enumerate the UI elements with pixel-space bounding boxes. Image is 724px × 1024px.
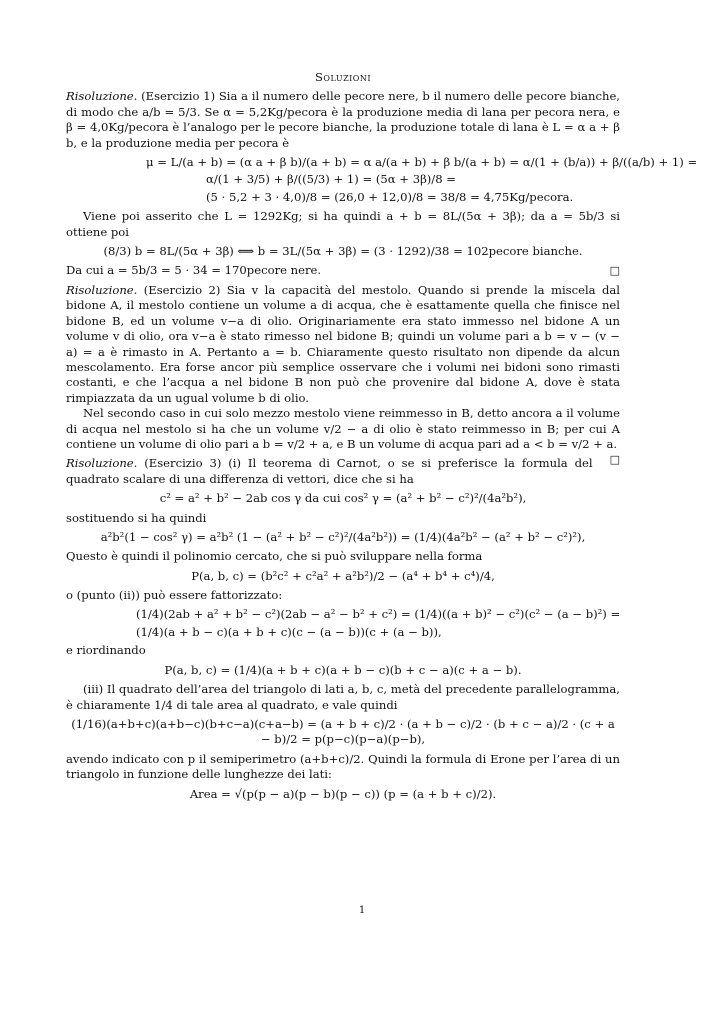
ex3-eq6: P(a, b, c) = (1/4)(a + b + c)(a + b − c)(b + c − a)(c + a − b). (164, 662, 522, 677)
ex3-eq2: a²b²(1 − cos² γ) = a²b² (1 − (a² + b² − c²)²/(4a²b²)) = (1/4)(4a²b² − (a² + b² − c²)²), (100, 529, 586, 544)
ex3-text-4: o (punto (ii)) può essere fattorizzato: (66, 588, 283, 603)
ex3-text-6: (iii) Il quadrato dell’area del triangolo di lati a, b, c, metà del precedente parallelogramma, è chiaramente 1/4 di tale area al quadrato, e vale quindi (66, 682, 620, 712)
ex3-paragraph (66, 456, 620, 487)
ex3-eq1: c² = a² + b² − 2ab cos γ da cui cos² γ = (a² + b² − c²)²/(4a²b²), (159, 491, 527, 506)
ex1-eq4: (8/3) b = 8L/(5α + 3β) ⟺ b = 3L/(5α + 3β) = (3 · 1292)/38 = 102pecore bianche. (103, 244, 583, 259)
ex3-eq8: Area = √(p(p − a)(p − b)(p − c)) (p = (a + b + c)/2). (189, 786, 497, 801)
ex2-heading: Risoluzione. (66, 282, 138, 297)
ex1-eq3: (5 · 5,2 + 3 · 4,0)/8 = (26,0 + 12,0)/8 = 38/8 = 4,75Kg/pecora. (206, 189, 574, 204)
ex1-conclusion (66, 263, 620, 278)
ex2-text-2: Nel secondo caso in cui solo mezzo mestolo viene reimmesso in B, detto ancora a il volume di acqua nel mestolo si ha che un volume v/2 − a di olio è stato reimmesso in B; per cui A contiene un volume di olio pari a b = v/2 + a, e B un volume di acqua pari ad a < b = v/2 + a. (66, 406, 620, 451)
ex1-eq2: α/(1 + 3/5) + β/((5/3) + 1) = (5α + 3β)/8 = (206, 172, 456, 187)
ex3-eq4: (1/4)(2ab + a² + b² − c²)(2ab − a² − b² + c²) = (1/4)((a + b)² − c²)(c² − (a − b)²) = (136, 606, 621, 621)
ex3-heading: Risoluzione. (66, 456, 138, 471)
ex3-text-5: e riordinando (66, 643, 146, 658)
ex3-text-2: sostituendo si ha quindi (66, 510, 207, 525)
ex2-text: (Esercizio 2) Sia v la capacità del mestolo. Quando si prende la miscela dal bidone A, il mestolo contiene un volume a di acqua, che è esattamente quella che finisce nel bidone B, ed un volume v−a di olio. Originariamente era stato immesso nel bidone A un volume v di olio, ora v−a è stato rimesso nel bidone B; quindi un volume pari a b = v − (v − a) = a è rimasto in A. Pertanto a = b. Chiaramente questo risultato non dipende da alcun mescolamento. Era forse ancor più semplice osservare che i volumi nei bidoni sono rimasti costanti, e che l’acqua a nel bidone B non può che provenire dal bidone A, dove è stata rimpiazzata da un ugual volume b di olio. (66, 282, 621, 405)
ex1-text: (Esercizio 1) Sia a il numero delle pecore nere, b il numero delle pecore bianche, di modo che a/b = 5/3. Se α = 5,2Kg/pecora è la produzione media di lana per pecora nera, e β = 4,0Kg/pecora è l’analogo per le pecore bianche, la produzione totale di lana è L = α a + β b, e la produzione media per pecora è (66, 89, 620, 150)
page-title: Soluzioni (314, 70, 372, 84)
ex3-eq3: P(a, b, c) = (b²c² + c²a² + a²b²)/2 − (a⁴ + b⁴ + c⁴)/4, (191, 568, 495, 583)
ex1-eq1: μ = L/(a + b) = (α a + β b)/(a + b) = α a/(a + b) + β b/(a + b) = α/(1 + (b/a)) + β/((a/b) + 1) = (146, 155, 698, 170)
ex1-equations (146, 155, 698, 205)
qed-icon: □ (609, 264, 620, 278)
ex3-text-7: avendo indicato con p il semiperimetro (a+b+c)/2. Quindi la formula di Erone per l’area di un triangolo in funzione delle lunghezze dei lati: (66, 751, 620, 782)
ex3-text: (Esercizio 3) (i) Il teorema di Carnot, o se si preferisce la formula del quadrato scalare di una differenza di vettori, dice che si ha (66, 456, 593, 486)
ex1-heading: Risoluzione. (66, 89, 138, 104)
page-body (66, 70, 698, 806)
ex2-paragraph (66, 283, 620, 406)
ex3-eq5: (1/4)(a + b − c)(a + b + c)(c − (a − b))(c + (a − b)), (136, 625, 442, 639)
ex1-text-3: Da cui a = 5b/3 = 5 · 34 = 170pecore nere. (66, 263, 322, 278)
ex3-eq7: (1/16)(a+b+c)(a+b−c)(b+c−a)(c+a−b) = (a + b + c)/2 · (a + b − c)/2 · (b + c − a)/2 · (c + a − b)/2 = p(p−c)(p−a)(p−b), (71, 717, 615, 747)
page-number: 1 (358, 905, 366, 916)
ex1-paragraph (66, 89, 620, 151)
ex3-text-3: Questo è quindi il polinomio cercato, che si può sviluppare nella forma (66, 549, 483, 564)
qed-icon: □ (609, 453, 620, 467)
ex1-text-2: Viene poi asserito che L = 1292Kg; si ha quindi a + b = 8L/(5α + 3β); da a = 5b/3 si ottiene poi (66, 209, 620, 239)
